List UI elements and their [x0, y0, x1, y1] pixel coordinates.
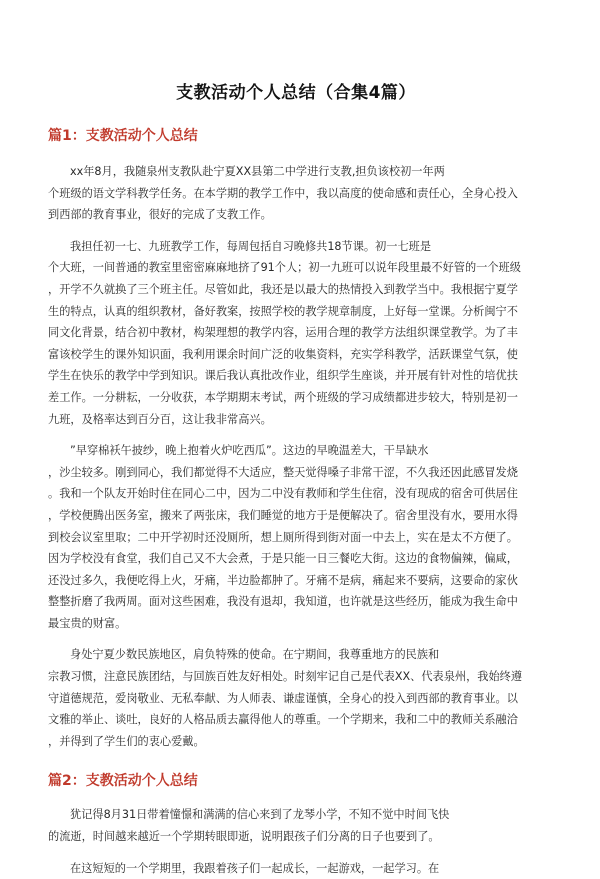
paragraph [48, 440, 544, 634]
paragraph-line: 到西部的教育事业，很好的完成了支教工作。 [48, 208, 272, 222]
section-heading: 篇2：支教活动个人总结 [48, 773, 198, 790]
paragraph-line: 整整折磨了我两周。面对这些困难，我没有退却，我知道，也许就是这些经历，能成为我生命中 [48, 595, 518, 609]
paragraph-line: 九班，及格率达到百分百，这让我非常高兴。 [48, 412, 272, 426]
paragraph [48, 858, 544, 879]
paragraph-line: 身处宁夏少数民族地区，肩负特殊的使命。在宁期间，我尊重地方的民族和 [70, 648, 440, 662]
paragraph-line: ，并得到了学生们的衷心爱戴。 [48, 734, 205, 748]
paragraph-line: 还没过多久，我便吃得上火，牙痛，半边脸都肿了。牙痛不是病，痛起来不要病，这要命的家伙 [48, 573, 518, 587]
paragraph-line: ”早穿棉袄午披纱，晚上抱着火炉吃西瓜”。这边的早晚温差大，干旱缺水 [70, 444, 429, 458]
paragraph-line: 的流逝，时间越来越近一个学期转眼即逝，说明跟孩子们分离的日子也要到了。 [48, 830, 440, 844]
paragraph-line: 守道德规范，爱岗敬业、无私奉献、为人师表、谦虚谨慎，全身心的投入到西部的教育事业。以 [48, 691, 518, 705]
paragraph-line: 在这短短的一个学期里，我跟着孩子们一起成长，一起游戏，一起学习。在 [70, 861, 440, 875]
paragraph-line: 差工作。一分耕耘，一分收获，本学期期末考试，两个班级的学习成绩都进步较大，特别是初一 [48, 390, 518, 404]
paragraph-line: 犹记得8月31日带着憧憬和满满的信心来到了龙琴小学，不知不觉中时间飞快 [70, 808, 450, 822]
paragraph-line: 个大班，一间普通的教室里密密麻麻地挤了91个人；初一九班可以说年段里最不好管的一个班级 [48, 261, 521, 275]
document-title: 支教活动个人总结（合集4篇） [176, 83, 416, 103]
paragraph [48, 644, 544, 752]
paragraph-line: 文雅的举止、谈吐，良好的人格品质去赢得他人的尊重。一个学期来，我和二中的教师关系融洽 [48, 713, 518, 727]
paragraph-line: 因为学校没有食堂，我们自己又不大会煮，于是只能一日三餐吃大街。这边的食物偏辣，偏咸， [48, 552, 518, 566]
paragraph-line: 我担任初一七、九班教学工作，每周包括自习晚修共18节课。初一七班是 [70, 239, 432, 253]
paragraph-line: 宗教习惯，注意民族团结，与回族百姓友好相处。时刻牢记自己是代表XX、代表泉州，我始终遵 [48, 670, 523, 684]
paragraph-line: xx年8月，我随泉州支教队赴宁夏XX县第二中学进行支教,担负该校初一年两 [70, 165, 445, 178]
paragraph-line: ，沙尘较多。刚到同心，我们都觉得不大适应，整天觉得嗓子非常干涩，不久我还因此感冒发烧 [48, 465, 518, 479]
paragraph [48, 161, 544, 226]
section-1 [48, 125, 544, 752]
paragraph-line: 最宝贵的财富。 [48, 616, 127, 630]
paragraph-line: 。我和一个队友开始时住在同心二中，因为二中没有教师和学生住宿，没有现成的宿舍可供居住 [48, 487, 518, 501]
paragraph-line: 同文化背景，结合初中教材，构架理想的教学内容，运用合理的教学方法组织课堂教学。为了丰 [48, 326, 518, 340]
paragraph-line: 学生在快乐的教学中学到知识。课后我认真批改作业，组织学生座谈，并开展有针对性的培优扶 [48, 369, 518, 383]
section-heading: 篇1：支教活动个人总结 [48, 128, 198, 144]
section-2 [48, 770, 544, 879]
paragraph-line: ，学校便腾出医务室，搬来了两张床，我们睡觉的地方于是便解决了。宿舍里没有水，要用水得 [48, 508, 518, 522]
paragraph [48, 804, 544, 847]
paragraph-line: 个班级的语文学科教学任务。在本学期的教学工作中，我以高度的使命感和责任心，全身心投入 [48, 186, 518, 200]
paragraph-line: ，开学不久就换了三个班主任。尽管如此，我还是以最大的热情投入到教学当中。我根据宁夏学 [48, 282, 518, 296]
paragraph-line: 富该校学生的课外知识面，我利用课余时间广泛的收集资料，充实学科教学，活跃课堂气氛，使 [48, 347, 518, 361]
paragraph-line: 生的特点，认真的组织教材，备好教案，按照学校的教学规章制度，上好每一堂课。分析闽宁不 [48, 304, 518, 318]
paragraph [48, 236, 544, 430]
paragraph-line: 到校会议室里取；二中开学初时还没厕所，想上厕所得到街对面一中去上，实在是太不方便了。 [48, 530, 518, 544]
